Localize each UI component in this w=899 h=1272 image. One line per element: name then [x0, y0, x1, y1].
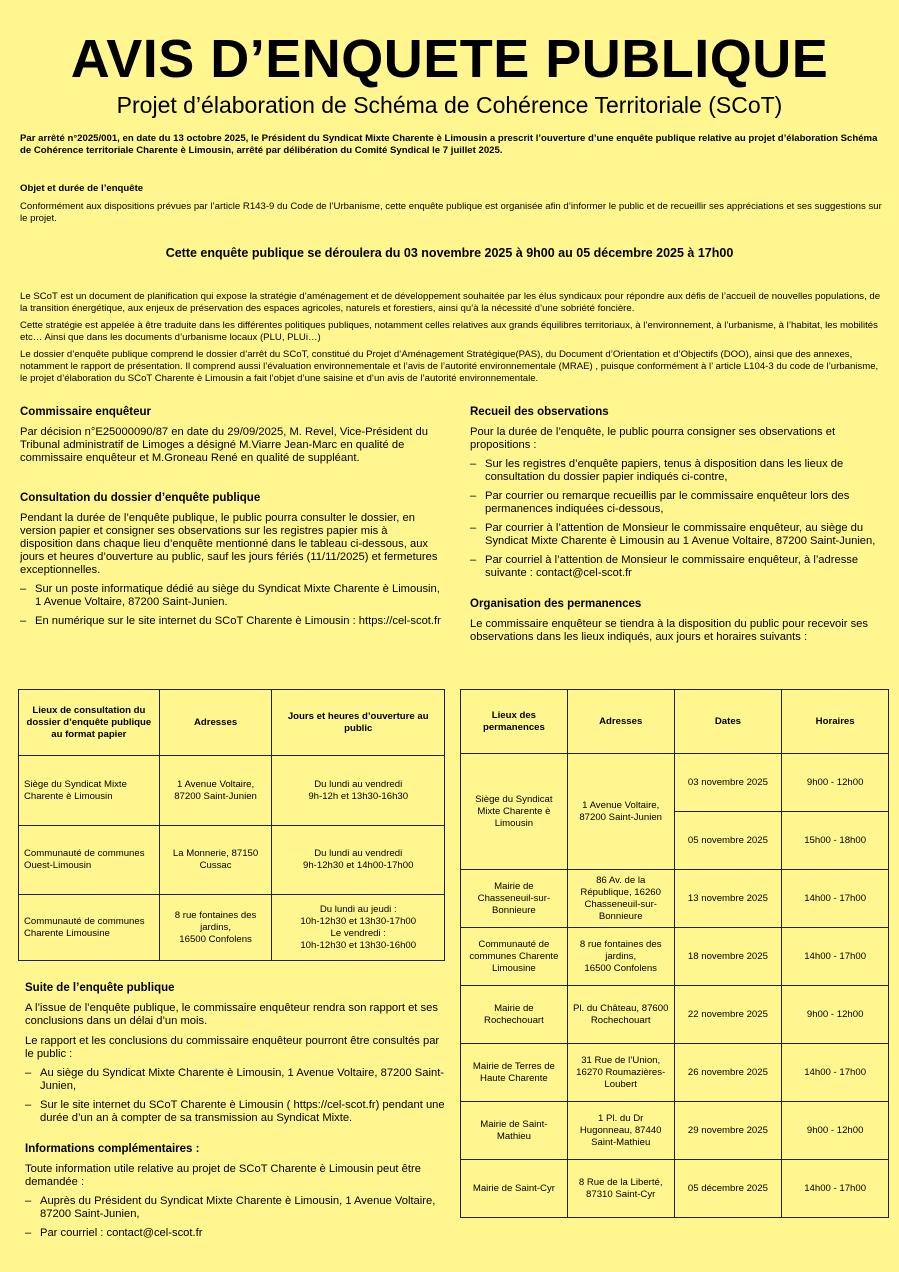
- table-cell: 14h00 - 17h00: [782, 928, 889, 986]
- suite-text: Le rapport et les conclusions du commissaire enquêteur pourront être consultés par le public :: [25, 1035, 440, 1060]
- table-cell: 31 Rue de l’Union, 16270 Roumazières-Loubert: [567, 1044, 674, 1102]
- list-item: – Par courriel à l’attention de Monsieur le commissaire enquêteur, à l’adresse suivante : contact@cel-scot.fr: [470, 554, 894, 580]
- table-cell: 18 novembre 2025: [674, 928, 782, 986]
- table-header: Horaires: [782, 690, 889, 754]
- list-item: – Auprès du Président du Syndicat Mixte Charente è Limousin, 1 Avenue Voltaire, 87200 Saint-Junien,: [25, 1195, 445, 1221]
- consultation-list: [20, 583, 442, 628]
- table-header: Adresses: [159, 690, 272, 756]
- table-cell: Mairie de Chasseneuil-sur-Bonnieure: [461, 870, 568, 928]
- suite-list: [25, 1067, 445, 1125]
- table-cell: Mairie de Rochechouart: [461, 986, 568, 1044]
- commissaire-text: Par décision n°E25000090/87 en date du 29/09/2025, M. Revel, Vice-Président du Tribunal administratif de Limoges a désigné M.Viarre Jean-Marc en qualité de commissaire enquêteur et M.Groneau René en qualité de suppléant.: [20, 426, 428, 464]
- scot-paragraph: Le SCoT est un document de planification qui expose la stratégie d’aménagement et de développement souhaitée par les élus syndicaux pour répondre aux défis de l’accueil de nouvelles populations, de la transition énergétique, aux enjeux de préservation des espaces agricoles, naturels et forestiers, ainsi qu’à la nécessité d’une sobriété foncière.: [20, 291, 881, 314]
- table-cell: 29 novembre 2025: [674, 1102, 782, 1160]
- table-cell: 1 Avenue Voltaire, 87200 Saint-Junien: [567, 754, 674, 870]
- table-header: Jours et heures d’ouverture au public: [272, 690, 445, 756]
- objet-text: Conformément aux dispositions prévues par l’article R143-9 du Code de l’Urbanisme, cette enquête publique est organisée afin d’informer le public et de recueillir ses appréciations et ses suggestions sur le projet.: [20, 201, 882, 224]
- table-cell: 14h00 - 17h00: [782, 1044, 889, 1102]
- table-row: [461, 870, 889, 928]
- intro-paragraph: Par arrêté n°2025/001, en date du 13 octobre 2025, le Président du Syndicat Mixte Charente è Limousin a prescrit l’ouverture d’une enquête publique relative au projet d’élaboration Schéma de Cohérence territoriale Charente è Limousin, arrêté par délibération du Comité Syndical le 7 juillet 2025.: [20, 133, 878, 156]
- table-row: [19, 826, 445, 895]
- consultation-text: Pendant la durée de l’enquête publique, le public pourra consulter le dossier, en version papier et consigner ses observations sur les registres papier mis à disposition dans chaque lieu d’enquête mentionné dans le tableau ci-dessous, aux jours et heures d’ouverture au public, sauf les jours fériés (11/11/2025) et fermetures exceptionnelles.: [20, 512, 438, 576]
- scot-paragraph: Le dossier d’enquête publique comprend le dossier d’arrêt du SCoT, constitué du Projet d’Aménagement Stratégique(PAS), du Document d’Orientation et d’Objectifs (DOO), ainsi que des annexes, notamment le rapport de présentation. Il comprend aussi l’évaluation environnementale et l’avis de l’autorité environnementale (MRAE) , puisque conformément à l’ article L104-3 du code de l’urbanisme, le projet d’élaboration du SCoT Charente è Limousin a fait l’objet d’une saisine et d’un avis de l’autorité environnementale.: [20, 349, 879, 384]
- infos-text: Toute information utile relative au projet de SCoT Charente è Limousin peut être demandée :: [25, 1163, 421, 1188]
- table-cell: 8 Rue de la Liberté, 87310 Saint-Cyr: [567, 1160, 674, 1218]
- recueil-text: Pour la durée de l’enquête, le public pourra consigner ses observations et propositions :: [470, 426, 836, 451]
- table-cell: 1 Pl. du Dr Hugonneau, 87440 Saint-Mathieu: [567, 1102, 674, 1160]
- table-cell: 05 décembre 2025: [674, 1160, 782, 1218]
- consultation-table: [18, 689, 445, 961]
- table-cell: 86 Av. de la République, 16260 Chasseneuil-sur-Bonnieure: [567, 870, 674, 928]
- organisation-heading: Organisation des permanences: [470, 598, 642, 610]
- table-header: Dates: [674, 690, 782, 754]
- table-cell: Du lundi au vendredi 9h-12h30 et 14h00-17h00: [272, 826, 445, 895]
- recueil-heading: Recueil des observations: [470, 406, 609, 418]
- table-row: [19, 756, 445, 826]
- table-cell: Siège du Syndicat Mixte Charente è Limousin: [19, 756, 160, 826]
- table-cell: 22 novembre 2025: [674, 986, 782, 1044]
- bottom-left-column: [25, 982, 445, 1246]
- objet-heading: Objet et durée de l’enquête: [20, 183, 144, 194]
- table-cell: Du lundi au vendredi 9h-12h et 13h30-16h30: [272, 756, 445, 826]
- table-cell: 03 novembre 2025: [674, 754, 782, 812]
- list-item: – Sur les registres d’enquête papiers, tenus à disposition dans les lieux de consultation du dossier papier indiqués ci-contre,: [470, 458, 894, 484]
- list-item: – Par courrier ou remarque recueillis par le commissaire enquêteur lors des permanences indiquées ci-dessous,: [470, 490, 894, 516]
- infos-heading: Informations complémentaires :: [25, 1143, 200, 1155]
- table-cell: Communauté de communes Charente Limousine: [19, 895, 160, 961]
- permanences-table: [460, 689, 889, 1218]
- consultation-heading: Consultation du dossier d’enquête publique: [20, 492, 261, 504]
- table-cell: Mairie de Saint-Cyr: [461, 1160, 568, 1218]
- list-item: – Au siège du Syndicat Mixte Charente è Limousin, 1 Avenue Voltaire, 87200 Saint-Junien,: [25, 1067, 445, 1093]
- table-cell: 8 rue fontaines des jardins, 16500 Confolens: [159, 895, 272, 961]
- list-item: – Par courriel : contact@cel-scot.fr: [25, 1227, 445, 1240]
- table-cell: Mairie de Saint-Mathieu: [461, 1102, 568, 1160]
- list-item: – En numérique sur le site internet du SCoT Charente è Limousin : https://cel-scot.fr: [20, 615, 442, 628]
- table-cell: 9h00 - 12h00: [782, 754, 889, 812]
- infos-list: [25, 1195, 445, 1240]
- table-row: [461, 986, 889, 1044]
- table-cell: 14h00 - 17h00: [782, 870, 889, 928]
- table-cell: 15h00 - 18h00: [782, 812, 889, 870]
- table-row: [461, 1102, 889, 1160]
- right-column: [470, 406, 894, 644]
- table-cell: 13 novembre 2025: [674, 870, 782, 928]
- commissaire-heading: Commissaire enquêteur: [20, 406, 152, 418]
- table-cell: Du lundi au jeudi : 10h-12h30 et 13h30-17h00 Le vendredi : 10h-12h30 et 13h30-16h00: [272, 895, 445, 961]
- list-item: – Sur un poste informatique dédié au siège du Syndicat Mixte Charente è Limousin, 1 Avenue Voltaire, 87200 Saint-Junien.: [20, 583, 442, 609]
- suite-text: A l’issue de l’enquête publique, le commissaire enquêteur rendra son rapport et ses conclusions dans un délai d’un mois.: [25, 1002, 438, 1027]
- table-cell: Mairie de Terres de Haute Charente: [461, 1044, 568, 1102]
- table-header: Adresses: [567, 690, 674, 754]
- table-row: [19, 895, 445, 961]
- table-header: Lieux des permanences: [461, 690, 568, 754]
- list-item: – Par courrier à l’attention de Monsieur le commissaire enquêteur, au siège du Syndicat Mixte Charente è Limousin au 1 Avenue Voltaire, 87200 Saint-Junien,: [470, 522, 894, 548]
- recueil-list: [470, 458, 894, 580]
- table-cell: La Monnerie, 87150 Cussac: [159, 826, 272, 895]
- table-cell: 1 Avenue Voltaire, 87200 Saint-Junien: [159, 756, 272, 826]
- list-item: – Sur le site internet du SCoT Charente è Limousin ( https://cel-scot.fr) pendant une durée d’un an à compter de sa transmission au Syndicat Mixte.: [25, 1099, 445, 1125]
- table-cell: 14h00 - 17h00: [782, 1160, 889, 1218]
- table-header: Lieux de consultation du dossier d’enquête publique au format papier: [19, 690, 160, 756]
- table-cell: 9h00 - 12h00: [782, 986, 889, 1044]
- table-row: [461, 1044, 889, 1102]
- table-cell: 05 novembre 2025: [674, 812, 782, 870]
- table-cell: Siège du Syndicat Mixte Charente è Limousin: [461, 754, 568, 870]
- table-cell: Pl. du Château, 87600 Rochechouart: [567, 986, 674, 1044]
- table-row: [461, 754, 889, 812]
- notice-title: AVIS D’ENQUETE PUBLIQUE: [70, 29, 829, 89]
- table-cell: Communauté de communes Ouest-Limousin: [19, 826, 160, 895]
- scot-paragraph: Cette stratégie est appelée à être traduite dans les différentes politiques publiques, notamment celles relatives aux grands équilibres territoriaux, à l’environnement, à l’urbanisme, à l’habitat, les mobilités etc… Ainsi que dans les documents d’urbanisme locaux (PLU, PLUi…): [20, 320, 878, 343]
- left-column: [20, 406, 442, 634]
- enquete-dates: Cette enquête publique se déroulera du 03 novembre 2025 à 9h00 au 05 décembre 2025 à 17h00: [165, 246, 734, 260]
- table-cell: Communauté de communes Charente Limousine: [461, 928, 568, 986]
- table-row: [461, 1160, 889, 1218]
- table-row: [461, 928, 889, 986]
- notice-subtitle: Projet d’élaboration de Schéma de Cohérence Territoriale (SCoT): [116, 92, 783, 118]
- suite-heading: Suite de l’enquête publique: [25, 982, 175, 994]
- table-cell: 9h00 - 12h00: [782, 1102, 889, 1160]
- table-cell: 8 rue fontaines des jardins, 16500 Confolens: [567, 928, 674, 986]
- table-cell: 26 novembre 2025: [674, 1044, 782, 1102]
- organisation-text: Le commissaire enquêteur se tiendra à la disposition du public pour recevoir ses observations dans les lieux indiqués, aux jours et horaires suivants :: [470, 618, 868, 643]
